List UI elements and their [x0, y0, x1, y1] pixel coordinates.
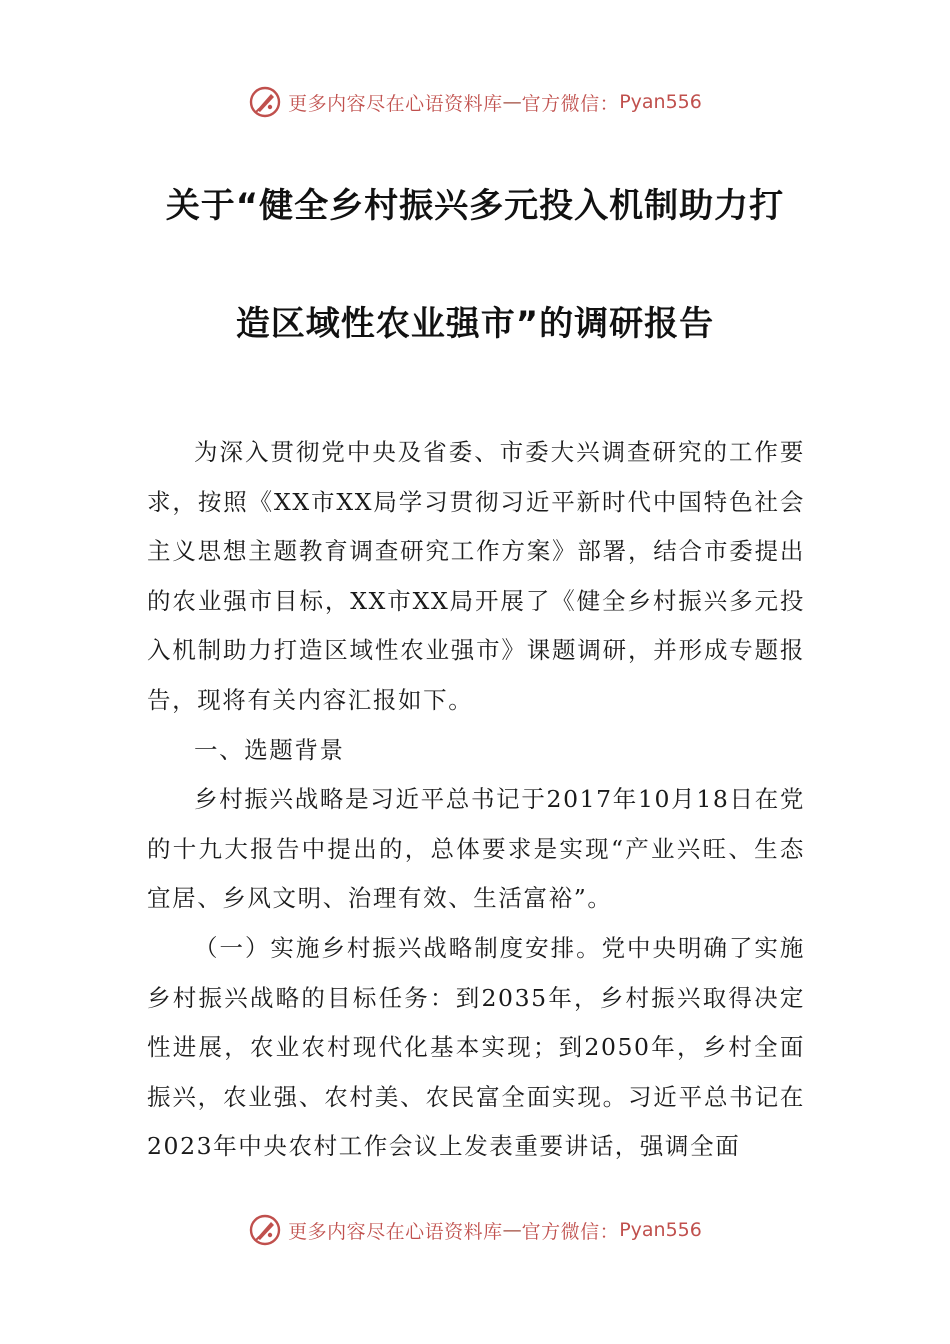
background-paragraph: 乡村振兴战略是习近平总书记于2017年10月18日在党的十九大报告中提出的，总体要求是实现“产业兴旺、生态宜居、乡风文明、治理有效、生活富裕”。 [147, 785, 805, 913]
banner-text: 更多内容尽在心语资料库 [288, 92, 503, 115]
banner-wechat-label: 官方微信： [521, 92, 620, 115]
section-heading-background: 一、选题背景 [194, 735, 345, 764]
document-title-line-2: 造区域性农业强市”的调研报告 [235, 304, 715, 344]
banner-wechat-label: 官方微信： [521, 1220, 620, 1243]
banner-wechat-id: Pyan556 [619, 91, 702, 113]
banner-separator: — [502, 91, 522, 113]
banner-text: 更多内容尽在心语资料库 [288, 1220, 503, 1243]
quill-logo-icon [248, 1213, 282, 1247]
banner-separator: — [502, 1219, 522, 1241]
header-watermark-banner [0, 82, 950, 122]
footer-watermark-banner [0, 1210, 950, 1250]
intro-paragraph: 为深入贯彻党中央及省委、市委大兴调查研究的工作要求，按照《XX市XX局学习贯彻习近平新时代中国特色社会主义思想主题教育调查研究工作方案》部署，结合市委提出的农业强市目标，XX市XX局开展了《健全乡村振兴多元投入机制助力打造区域性农业强市》课题调研，并形成专题报告，现将有关内容汇报如下。 [147, 438, 805, 714]
quill-logo-icon [248, 85, 282, 119]
document-title-line-1: 关于“健全乡村振兴多元投入机制助力打 [165, 186, 785, 226]
subsection-paragraph: （一）实施乡村振兴战略制度安排。党中央明确了实施乡村振兴战略的目标任务：到2035年，乡村振兴取得决定性进展，农业农村现代化基本实现；到2050年，乡村全面振兴，农业强、农村美、农民富全面实现。习近平总书记在2023年中央农村工作会议上发表重要讲话，强调全面 [147, 933, 805, 1161]
banner-wechat-id: Pyan556 [619, 1219, 702, 1241]
document-body [147, 428, 805, 1172]
